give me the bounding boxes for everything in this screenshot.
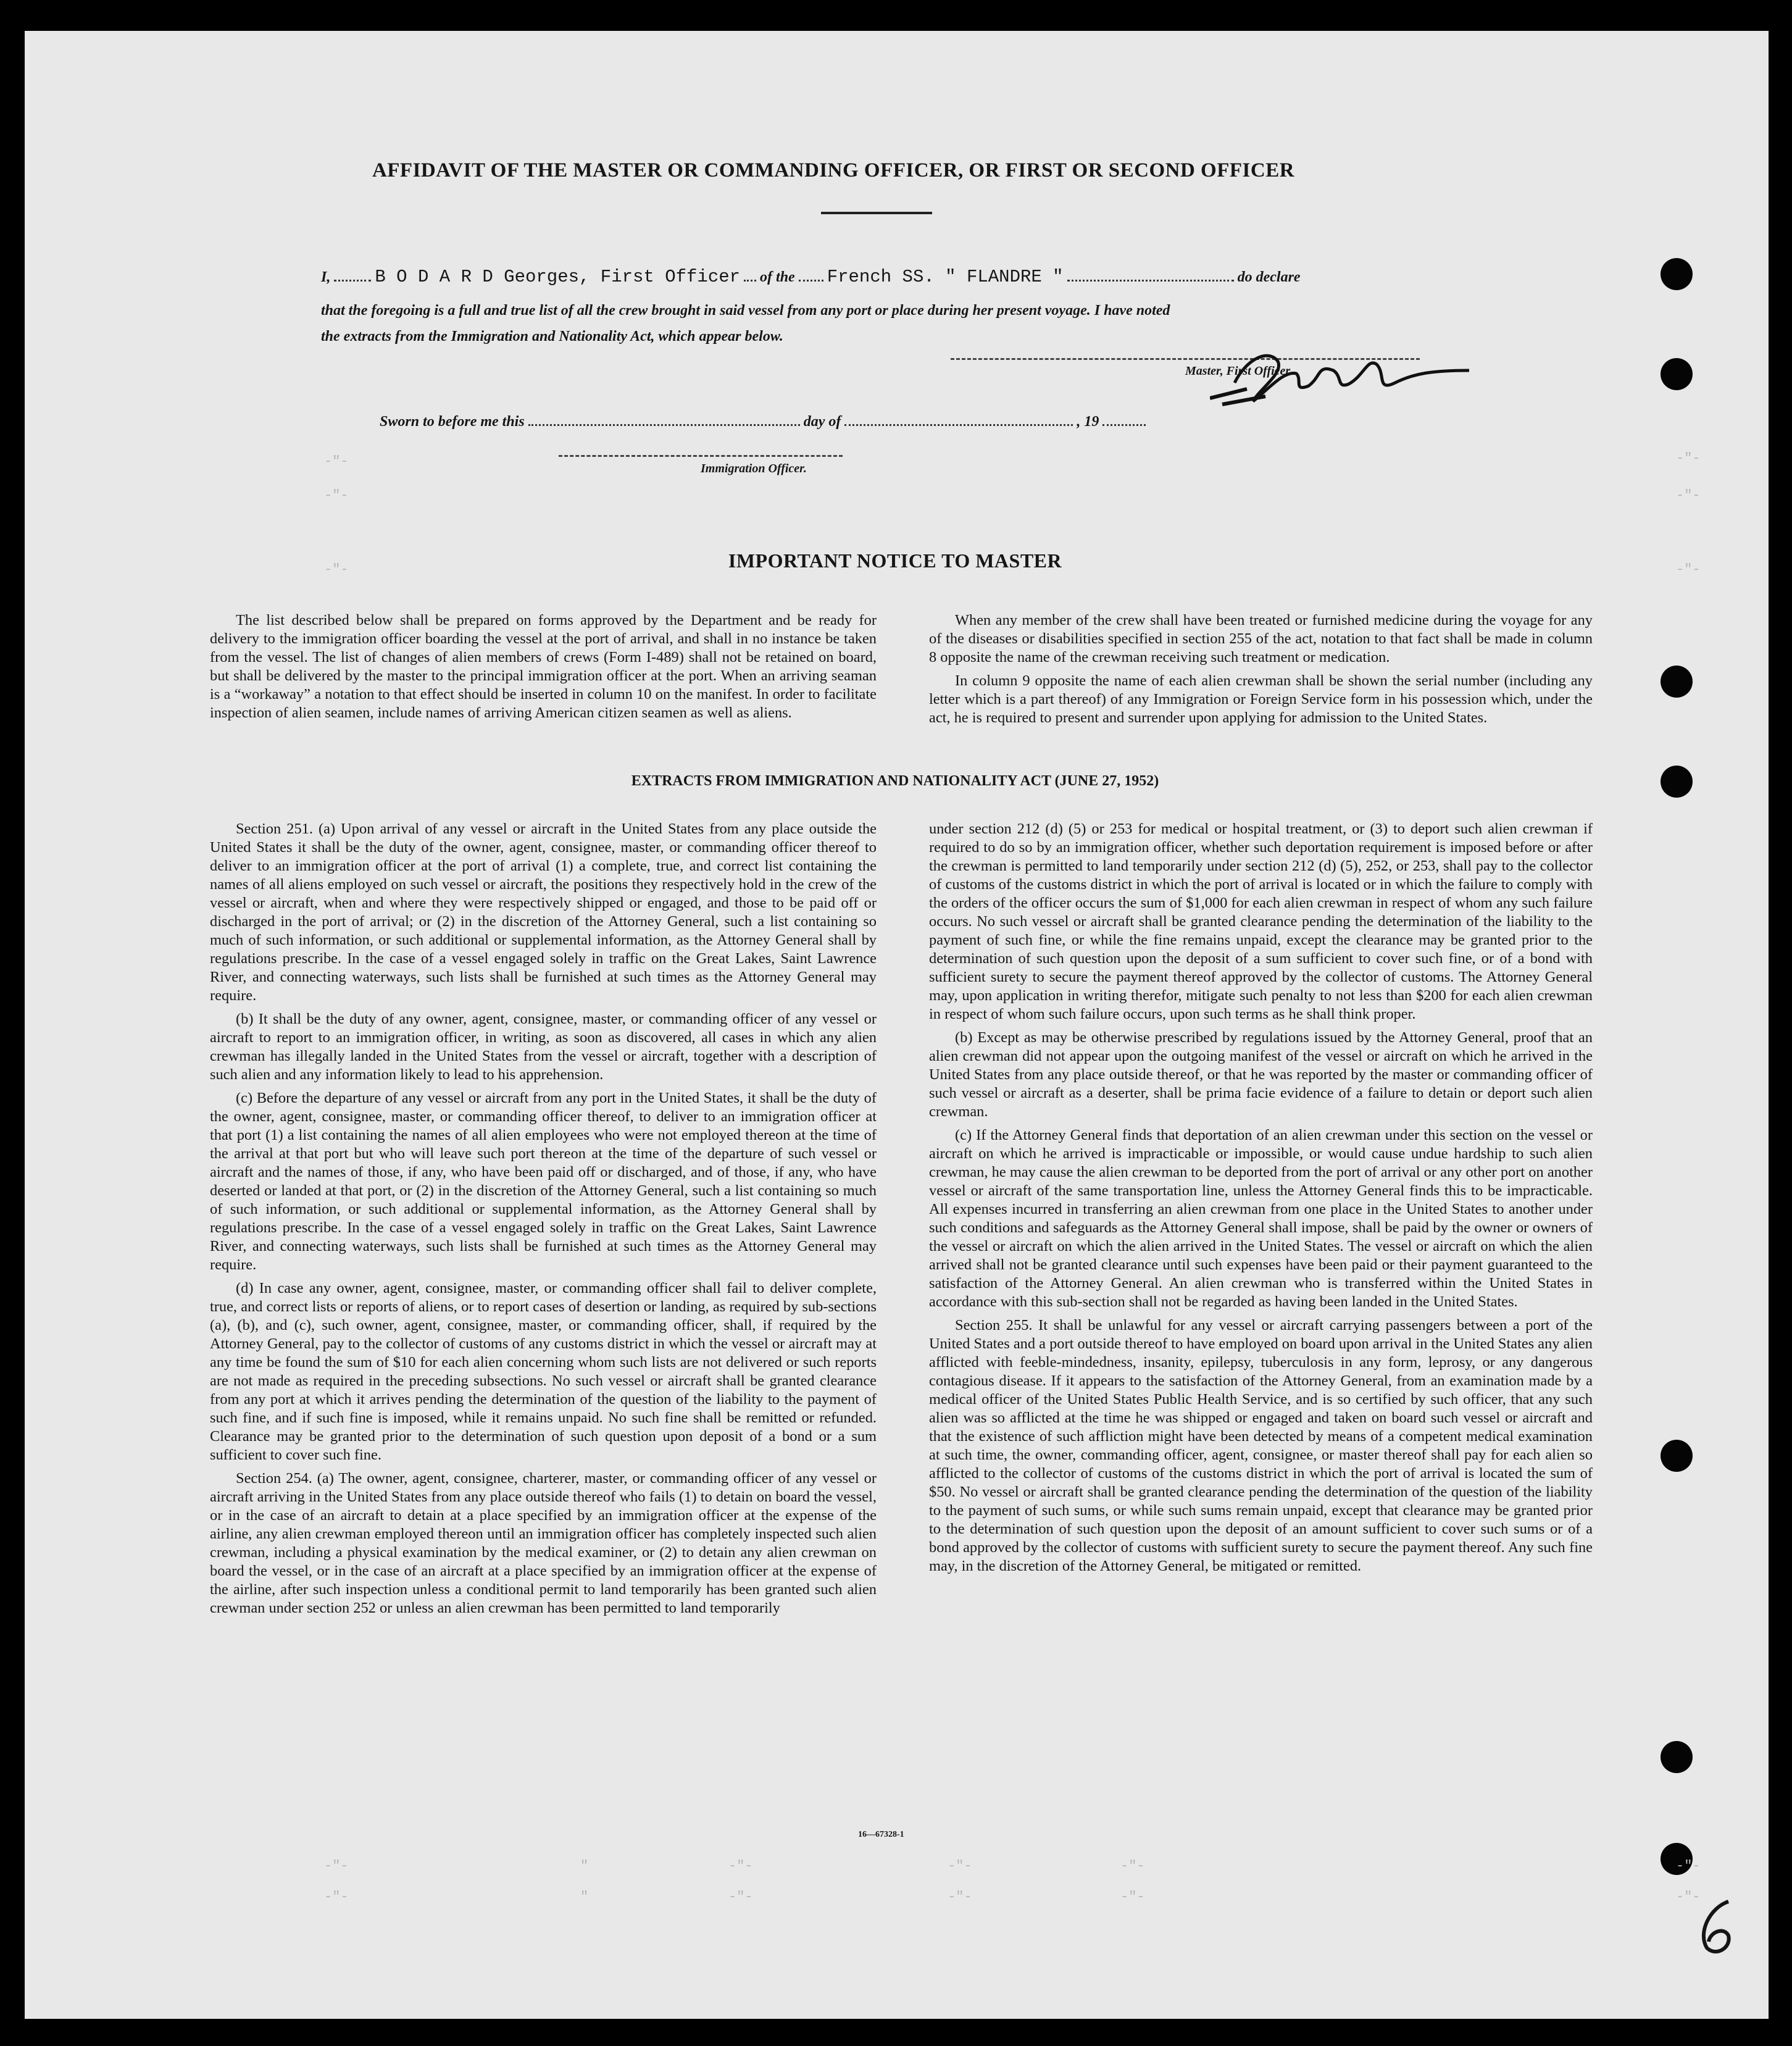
punch-hole [1661,358,1693,390]
section-paragraph: (b) Except as may be otherwise prescribed by regulations issued by the Attorney General, proof that an alien crewman did not appear upon the outgoing manifest of the vessel or aircraft on which he arrived in the United States from any place outside thereof, or that he was reported by the master or commanding officer of such vessel or aircraft as a deserter, shall be prima facie evidence of a failure to detain or deport such alien crewman. [929,1029,1593,1120]
section-paragraph: Section 251. (a) Upon arrival of any vessel or aircraft in the United States from any place outside the United States it shall be the duty of the owner, agent, consignee, master, or commanding officer thereof to deliver to an immigration officer at the port of arrival (1) a complete, true, and correct list containing the names of all aliens employed on such vessel or aircraft, the positions they respectively hold in the crew of the vessel or aircraft, when and where they were respectively shipped or engaged, and those to be paid off or discharged in the port of arrival; or (2) in the discretion of the Attorney General, such a list containing so much of such information, or such additional or supplemental information, as the Attorney General shall by regulations prescribe. In the case of a vessel engaged solely in traffic on the Great Lakes, Saint Lawrence River, and connecting waterways, such lists shall be furnished at such times as the Attorney General may require. [210,820,877,1004]
officer-signature [1210,346,1482,414]
section-paragraph: (c) Before the departure of any vessel or aircraft from any port in the United States, it shall be the duty of the owner, agent, consignee, master, or commanding officer thereof, to deliver to an immigration officer at that port (1) a list containing the names of all alien employees who were not employed thereon at the time of the arrival at that port but who will leave such port thereon at the time of the departure of such vessel or aircraft and the names of those, if any, who have been paid off or discharged, and of those, if any, who have deserted or landed at that port, or (2) in the discretion of the Attorney General, such a list containing so much of such information, or such additional or supplemental information, as the Attorney General shall by regulations prescribe. In the case of a vessel engaged solely in traffic on the Great Lakes, Saint Lawrence River, and connecting waterways, such lists shall be furnished at such times as the Attorney General may require. [210,1090,877,1273]
bleed-through-mark: -"- [728,1858,753,1874]
section-paragraph: Section 254. (a) The owner, agent, consignee, charterer, master, or commanding officer of any vessel or aircraft arriving in the United States from any place outside thereof who fails (1) to detain on board the vessel, or in the case of an aircraft to detain at a place specified by an immigration officer at the expense of the airline, any alien crewman employed thereon until an immigration officer has completely inspected such alien crewman, including a physical examination by the medical examiner, or (2) to detain any alien crewman on board the vessel, or in the case of an aircraft at a place specified by an immigration officer at the expense of the airline, after such inspection unless a conditional permit to land temporarily has been granted such alien crewman under section 252 or unless an alien crewman has been permitted to land temporarily [210,1470,877,1616]
officer-name-field: B O D A R D Georges, First Officer [375,267,741,287]
declaration-prefix: I, [321,269,331,285]
notice-paragraph: When any member of the crew shall have been treated or furnished medicine during the voyage for any of the diseases or disabilities specified in section 255 of the act, notation to that fact shall be made in column 8 opposite the name of the crewman receiving such treatment or medication. [929,612,1593,666]
document-title: AFFIDAVIT OF THE MASTER OR COMMANDING OFFICER, OR FIRST OR SECOND OFFICER [372,159,1295,182]
punch-hole [1661,1741,1693,1773]
title-divider [821,212,932,214]
notice-heading: IMPORTANT NOTICE TO MASTER [728,549,1062,572]
bleed-through-mark: -"- [948,1858,972,1874]
signature-caption: Master, First Officer. [1185,364,1293,378]
bleed-through-mark: -"- [1676,1858,1701,1874]
of-the-label: of the [760,269,795,285]
punch-hole [1661,666,1693,698]
declaration-line-2: that the foregoing is a full and true list of all the crew brought in said vessel from any port or place during her present voyage. I have noted [321,303,1170,319]
bleed-through-mark: -"- [728,1889,753,1905]
notice-right-column [929,611,1593,732]
bleed-through-mark: -"- [1120,1858,1145,1874]
bleed-through-mark: -"- [324,454,349,469]
sworn-prefix: Sworn to before me this [380,414,525,430]
bleed-through-mark: -"- [1676,562,1701,577]
handwritten-page-mark [1685,1895,1747,1963]
bleed-through-mark: -"- [324,1858,349,1874]
punch-hole [1661,1440,1693,1472]
bleed-through-mark: -"- [324,562,349,577]
bleed-through-mark: -"- [1676,451,1701,466]
bleed-through-mark: " [580,1889,589,1905]
declare-label: do declare [1237,269,1301,285]
notice-left-column [210,611,877,727]
sworn-line [380,414,1146,430]
form-code: 16—67328-1 [858,1830,904,1839]
immigration-officer-caption: Immigration Officer. [701,462,807,475]
immigration-officer-line [559,455,843,457]
punch-hole [1661,258,1693,290]
section-paragraph: under section 212 (d) (5) or 253 for medical or hospital treatment, or (3) to deport such alien crewman if required to do so by an immigration officer, whether such deportation requirement is imposed before or after the crewman is permitted to land temporarily under section 212 (d) (5), 252, or 253, shall pay to the collector of customs of the customs district in which the port of arrival is located or in which the failure to comply with the orders of the officer occurs the sum of $1,000 for each alien crewman in respect of whom any such failure occurs. No such vessel or aircraft shall be granted clearance pending the determination of the liability to the payment of such fine, or while the fine remains unpaid, except the clearance may be granted prior to the determination of such question upon the deposit of a sum sufficient to cover such fine, or of a bond with sufficient surety to secure the payment thereof approved by the collector of customs. The Attorney General may, upon application in writing therefor, mitigate such penalty to not less than $200 for each alien crewman in respect of whom such failure occurs, upon such terms as he shall think proper. [929,820,1593,1022]
bleed-through-mark: -"- [1120,1889,1145,1905]
bleed-through-mark: -"- [324,1889,349,1905]
extracts-left-column [210,820,877,1622]
declaration-line-3: the extracts from the Immigration and Nationality Act, which appear below. [321,328,783,344]
extracts-right-column [929,820,1593,1580]
bleed-through-mark: " [580,1858,589,1874]
bleed-through-mark: -"- [1676,1889,1701,1905]
section-paragraph: (c) If the Attorney General finds that deportation of an alien crewman under this section on the vessel or aircraft on which he arrived is impracticable or impossible, or would cause undue hardship to such alien crewman, he may cause the alien crewman to be deported from the port of arrival or any other port on another vessel or aircraft of the same transportation line, unless the Attorney General finds this to be impracticable. All expenses incurred in transferring an alien crewman from one place in the United States to another under such conditions and safeguards as the Attorney General shall impose, shall be paid by the owner or owners of the vessel or aircraft on which the alien arrived in the United States. The vessel or aircraft on which the alien arrived shall not be granted clearance until such expenses have been paid or their payment guaranteed to the satisfaction of the Attorney General. An alien crewman who is transferred within the United States in accordance with this sub-section shall not be regarded as having been landed in the United States. [929,1127,1593,1310]
declaration-line-1 [321,267,1301,287]
day-of-label: day of [803,414,841,430]
section-paragraph: (b) It shall be the duty of any owner, agent, consignee, master, or commanding officer of any vessel or aircraft to report to an immigration officer, in writing, as soon as discovered, all cases in which any alien crewman has illegally landed in the United States from the vessel or aircraft, together with a description of such alien and any information likely to lead to his apprehension. [210,1011,877,1083]
vessel-name-field: French SS. " FLANDRE " [827,267,1064,287]
notice-paragraph: In column 9 opposite the name of each alien crewman shall be shown the serial number (including any letter which is a part thereof) of any Immigration or Foreign Service form in his possession which, under the act, he is required to present and surrender upon applying for admission to the United States. [929,672,1593,726]
section-paragraph: (d) In case any owner, agent, consignee, master, or commanding officer shall fail to deliver complete, true, and correct lists or reports of aliens, or to report cases of desertion or landing, as required by sub-sections (a), (b), and (c), such owner, agent, consignee, master, or commanding officer, shall, if required by the Attorney General, pay to the collector of customs of any customs district in which the vessel or aircraft may at any time be found the sum of $10 for each alien concerning whom such lists are not delivered or such reports are not made as required in the preceding subsections. No such vessel or aircraft shall be granted clearance from any port at which it arrives pending the determination of the question of the liability to the payment of such fine, and if such fine is imposed, while it remains unpaid. No such fine shall be remitted or refunded. Clearance may be granted prior to the determination of such question upon deposit of a bond or a sum sufficient to cover such fine. [210,1280,877,1463]
bleed-through-mark: -"- [948,1889,972,1905]
bleed-through-mark: -"- [1676,488,1701,503]
bleed-through-mark: -"- [324,488,349,503]
extracts-heading: EXTRACTS FROM IMMIGRATION AND NATIONALITY ACT (JUNE 27, 1952) [631,773,1159,789]
punch-hole [1661,766,1693,798]
notice-paragraph: The list described below shall be prepared on forms approved by the Department and be ready for delivery to the immigration officer boarding the vessel at the port of arrival, and shall in no instance be taken from the vessel. The list of changes of alien members of crews (Form I-489) shall not be retained on board, but shall be delivered by the master to the principal immigration officer at the port. When an arriving seaman is a “workaway” a notation to that effect should be inserted in column 10 on the manifest. In order to facilitate inspection of alien seamen, include names of arriving American citizen seamen as well as aliens. [210,612,877,721]
year-label: , 19 [1077,414,1099,430]
section-paragraph: Section 255. It shall be unlawful for any vessel or aircraft carrying passengers between a port of the United States and a port outside thereof to have employed on board upon arrival in the United States any alien afflicted with feeble-mindedness, insanity, epilepsy, tuberculosis in any form, leprosy, or any dangerous contagious disease. If it appears to the satisfaction of the Attorney General, from an examination made by a medical officer of the United States Public Health Service, and is so certified by such officer, that any such alien was so afflicted at the time he was shipped or engaged and taken on board such vessel or aircraft and that the existence of such affliction might have been detected by means of a competent medical examination at such time, the owner, commanding officer, agent, consignee, or master thereof shall pay for each alien so afflicted to the collector of customs of the customs district in which the port of arrival is located the sum of $50. No vessel or aircraft shall be granted clearance pending the determination of the question of the liability to the payment of such sums, or while such sums remain unpaid, except that clearance may be granted prior to the determination of such question upon the deposit of an amount sufficient to cover such sums or of a bond approved by the collector of customs with sufficient surety to secure the payment thereof. Any such fine may, in the discretion of the Attorney General, be mitigated or remitted. [929,1317,1593,1574]
